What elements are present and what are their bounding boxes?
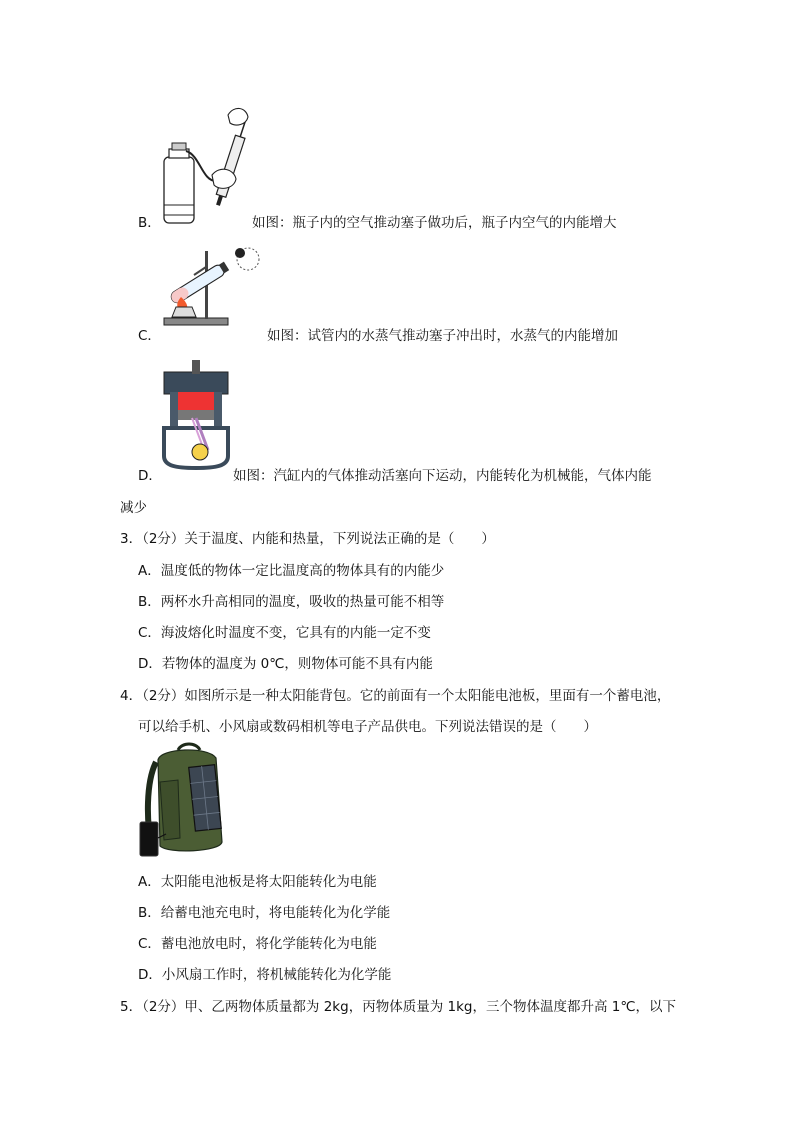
solar-backpack-figure bbox=[138, 742, 236, 860]
engine-cylinder-figure bbox=[156, 358, 236, 470]
option-d-letter: D． bbox=[138, 468, 162, 484]
q4-option-d: D．小风扇工作时，将机械能转化为化学能 bbox=[138, 967, 392, 983]
option-d-caption: 如图：汽缸内的气体推动活塞向下运动，内能转化为机械能，气体内能 bbox=[233, 468, 652, 484]
option-c-caption: 如图：试管内的水蒸气推动塞子冲出时，水蒸气的内能增加 bbox=[267, 328, 618, 344]
q4-option-b: B．给蓄电池充电时，将电能转化为化学能 bbox=[138, 905, 391, 921]
q4-stem-line1: 4．（2分）如图所示是一种太阳能背包。它的前面有一个太阳能电池板，里面有一个蓄电池， bbox=[120, 688, 671, 704]
q4-stem-line2: 可以给手机、小风扇或数码相机等电子产品供电。下列说法错误的是（ ） bbox=[138, 719, 597, 735]
q3-stem: 3．（2分）关于温度、内能和热量，下列说法正确的是（ ） bbox=[120, 531, 495, 547]
option-b-caption: 如图：瓶子内的空气推动塞子做功后，瓶子内空气的内能增大 bbox=[252, 215, 617, 231]
q3-option-c: C．海波熔化时温度不变，它具有的内能一定不变 bbox=[138, 625, 431, 641]
option-b-letter: B． bbox=[138, 215, 161, 231]
option-d-caption-cont: 减少 bbox=[120, 500, 147, 516]
bottle-pump-figure bbox=[150, 105, 260, 230]
q3-option-d: D．若物体的温度为 0℃，则物体可能不具有内能 bbox=[138, 656, 433, 672]
q3-option-a: A．温度低的物体一定比温度高的物体具有的内能少 bbox=[138, 563, 445, 579]
test-tube-stand-figure bbox=[156, 245, 266, 330]
q4-option-a: A．太阳能电池板是将太阳能转化为电能 bbox=[138, 874, 377, 890]
q4-option-c: C．蓄电池放电时，将化学能转化为电能 bbox=[138, 936, 377, 952]
q3-option-b: B．两杯水升高相同的温度，吸收的热量可能不相等 bbox=[138, 594, 445, 610]
option-c-letter: C． bbox=[138, 328, 161, 344]
q5-stem-line1: 5．（2分）甲、乙两物体质量都为 2kg，丙物体质量为 1kg，三个物体温度都升高 1℃，以下 bbox=[120, 999, 677, 1015]
